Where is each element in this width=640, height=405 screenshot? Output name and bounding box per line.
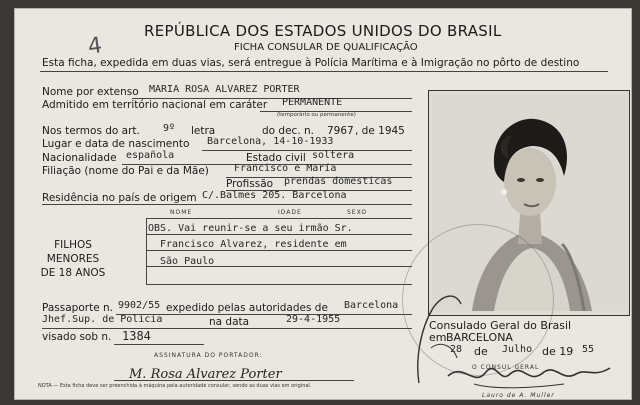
obs-line-1: OBS. Vai reunir-se a seu irmão Sr. <box>148 223 353 234</box>
consulate-line2-prefix: em <box>429 331 447 344</box>
consulate-month: Julho <box>502 344 533 355</box>
visa-label: visado sob n. <box>42 331 112 343</box>
signature-label: ASSINATURA DO PORTADOR: <box>154 352 263 359</box>
profession-value: prendas domesticas <box>284 176 393 187</box>
passport-number: 9902/55 <box>118 300 161 311</box>
nationality-value: española <box>126 150 175 161</box>
footnote: NOTA — Esta ficha deve ser preenchida à máquina pela autoridade consular, sendo as duas vias em original. <box>38 383 312 389</box>
visa-line <box>114 344 204 345</box>
consulate-day-sep: de <box>474 345 488 358</box>
passport-issued-city: Barcelona <box>344 300 399 311</box>
consul-name: Lauro de A. Muller <box>482 392 555 399</box>
terms-dec-value: 7967 <box>327 125 354 137</box>
minors-brace <box>146 218 147 284</box>
minors-col-name: NOME <box>170 209 193 216</box>
minors-row-line-5 <box>146 284 412 285</box>
nationality-label: Nacionalidade <box>42 152 117 164</box>
consulate-year: 55 <box>582 344 595 355</box>
minors-label-1: FILHOS <box>54 239 92 251</box>
bearer-signature: M. Rosa Alvarez Porter <box>129 367 282 382</box>
name-label: Nome por extenso <box>42 86 139 98</box>
consulate-line1: Consulado Geral do Brasil <box>429 319 572 332</box>
name-value: MARIA ROSA ALVAREZ PORTER <box>149 84 300 95</box>
obs-line-2: Francisco Alvarez, residente em <box>160 239 347 250</box>
birth-label: Lugar e data de nascimento <box>42 138 190 150</box>
residence-line <box>42 204 412 205</box>
birth-value: Barcelona, 14-10-1933 <box>207 136 334 147</box>
terms-letra-label: letra <box>191 125 216 137</box>
admitted-note: (temporário ou permanente) <box>277 112 356 118</box>
admitted-label: Admitido em território nacional em caráter <box>42 99 268 111</box>
birth-line <box>202 150 412 151</box>
document-title: REPÚBLICA DOS ESTADOS UNIDOS DO BRASIL <box>144 22 502 40</box>
admitted-value: PERMANENTE <box>282 97 343 108</box>
passport-authority: Jhef.Sup. de Policia <box>42 314 163 325</box>
passport-label: Passaporte n. <box>42 302 113 314</box>
consulate-year-prefix: de 19 <box>542 345 574 358</box>
minors-label-2: MENORES <box>46 253 100 265</box>
consulate-day: 28 <box>450 344 463 355</box>
residence-value: C/.Balmes 205. Barcelona <box>202 190 347 201</box>
minors-col-age: IDADE <box>278 209 302 216</box>
minors-label <box>38 238 108 280</box>
minors-row-line-1 <box>146 218 412 219</box>
profession-label: Profissão <box>226 178 274 190</box>
minors-label-3: DE 18 ANOS <box>40 267 106 279</box>
minors-row-line-2 <box>146 234 412 235</box>
obs-line-3: São Paulo <box>160 256 215 267</box>
terms-dec-label: do dec. n. <box>262 125 314 137</box>
consulate-city: BARCELONA <box>446 331 513 344</box>
civil-label: Estado civil <box>246 152 306 164</box>
terms-art-value: 9º <box>163 123 176 134</box>
residence-label: Residência no país de origem <box>42 192 197 204</box>
minors-col-sex: SEXO <box>347 209 368 216</box>
passport-issued-label: expedido pelas autoridades de <box>166 302 328 314</box>
passport-date-value: 29-4-1955 <box>286 314 341 325</box>
civil-value: soltera <box>312 150 355 161</box>
stamp-flourish <box>409 288 489 388</box>
passport-date-label: na data <box>209 316 250 328</box>
minors-row-line-3 <box>146 250 412 251</box>
handwritten-number: 4 <box>86 33 104 60</box>
filiation-value: Francisco e María <box>234 163 337 174</box>
header-divider <box>40 71 608 72</box>
consul-role: O CONSUL GERAL <box>472 364 540 371</box>
terms-year: , de 1945 <box>355 125 405 137</box>
consular-card <box>14 8 632 400</box>
document-instruction: Esta ficha, expedida em duas vias, será entregue à Polícia Marítima e à Imigração no pôrto de destino <box>42 57 580 69</box>
authority-line <box>42 328 412 329</box>
terms-label: Nos termos do art. <box>42 125 140 137</box>
visa-value: 1384 <box>122 329 151 343</box>
document-subtitle: FICHA CONSULAR DE QUALIFICAÇÃO <box>234 42 418 53</box>
filiation-label: Filiação (nome do Pai e da Mãe) <box>42 165 209 177</box>
